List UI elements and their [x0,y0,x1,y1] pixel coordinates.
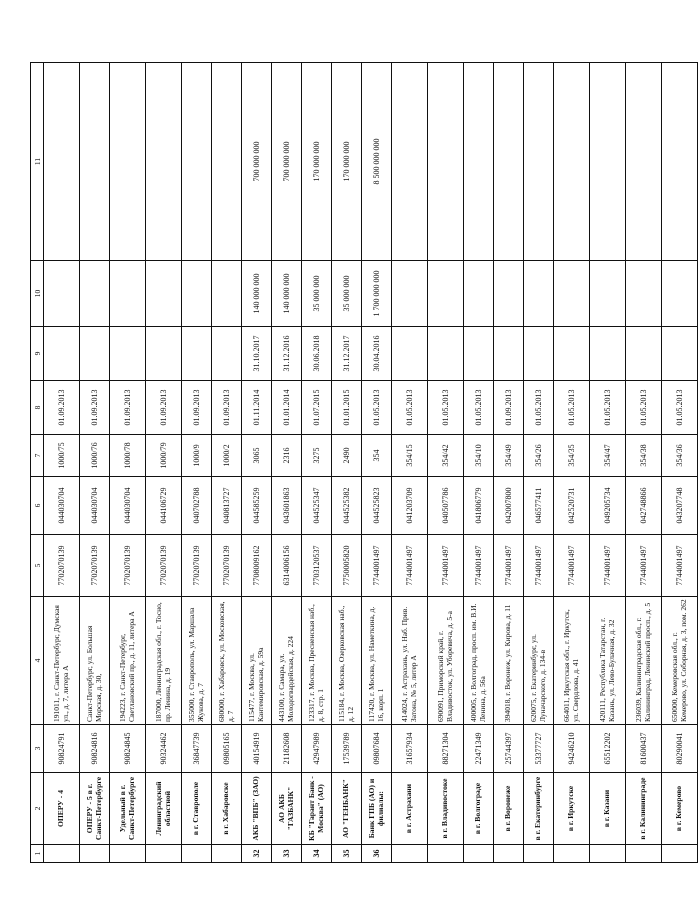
registration-number: 1000/79 [146,435,182,477]
limit-amount [626,261,662,327]
okpo-code: 21182608 [272,725,302,773]
bik-code: 040507786 [428,477,464,535]
header-row [31,63,44,863]
start-date: 01.09.2013 [494,381,524,435]
max-amount [110,63,146,261]
row-number [182,845,212,863]
bik-code: 044030704 [110,477,146,535]
inn-code: 7702070139 [146,535,182,597]
row-number [80,845,110,863]
max-amount [524,63,554,261]
bank-address: 115184, г. Москва, Озерковская наб., д. 12 [332,597,362,725]
registration-number: 1000/78 [110,435,146,477]
limit-amount [212,261,242,327]
column-header: 3 [31,725,44,773]
limit-amount [44,261,80,327]
okpo-code: 90324462 [146,725,182,773]
row-number [146,845,182,863]
max-amount [182,63,212,261]
start-date: 01.01.2014 [272,381,302,435]
okpo-code: 81600437 [626,725,662,773]
max-amount: 170 000 000 [302,63,332,261]
bank-name: в г. Волгограде [464,773,494,845]
end-date: 31.12.2016 [272,327,302,381]
limit-amount: 35 000 000 [332,261,362,327]
bank-address: 680000, г. Хабаровск, ул. Московская, д. 7 [212,597,242,725]
inn-code: 7744001497 [362,535,392,597]
bank-name: в г. Ставрополе [182,773,212,845]
bank-address: 123317, г. Москва, Пресненская наб., д. 8, стр. 1 [302,597,332,725]
row-number [590,845,626,863]
max-amount [662,63,698,261]
table-row [44,63,80,863]
bank-address: 664011, Иркутская обл., г. Иркутск, ул. Свердлова, д. 41 [554,597,590,725]
max-amount: 170 000 000 [332,63,362,261]
end-date [590,327,626,381]
end-date [212,327,242,381]
okpo-code: 09807684 [362,725,392,773]
okpo-code: 90824791 [44,725,80,773]
bank-address: 414024, г. Астрахань, ул. Наб. Прив. Затона, № 5, литер А [392,597,428,725]
bank-name: в г. Астрахани [392,773,428,845]
row-number: 33 [272,845,302,863]
limit-amount [428,261,464,327]
row-number [554,845,590,863]
inn-code: 7744001497 [590,535,626,597]
inn-code: 7702070139 [110,535,146,597]
table-row [80,63,110,863]
okpo-code: 90824816 [80,725,110,773]
bik-code: 044106729 [146,477,182,535]
start-date: 01.05.2013 [626,381,662,435]
bank-name: АО АКБ "ГАЗБАНК" [272,773,302,845]
bank-name: в г. Владивостоке [428,773,464,845]
end-date: 31.10.2017 [242,327,272,381]
row-number [494,845,524,863]
okpo-code: 65512202 [590,725,626,773]
bank-address: 236039, Калининградская обл., г. Калининград, Ленинский просп., д. 5 [626,597,662,725]
okpo-code: 36847739 [182,725,212,773]
row-number [464,845,494,863]
start-date: 01.09.2013 [146,381,182,435]
table-row [110,63,146,863]
registration-number: 354/35 [554,435,590,477]
limit-amount [110,261,146,327]
table-row [362,63,392,863]
max-amount [428,63,464,261]
row-number [428,845,464,863]
bank-address: 115477, г. Москва, ул. Кантемировская, д. 59а [242,597,272,725]
start-date: 01.09.2013 [212,381,242,435]
limit-amount [524,261,554,327]
end-date [428,327,464,381]
bank-name: в г. Казани [590,773,626,845]
column-header: 7 [31,435,44,477]
end-date: 30.04.2016 [362,327,392,381]
okpo-code: 88271304 [428,725,464,773]
inn-code: 7744001497 [554,535,590,597]
max-amount [494,63,524,261]
bank-address: 690091, Приморский край, г. Владивосток, ул. Уборевича, д. 5-а [428,597,464,725]
okpo-code: 31657934 [392,725,428,773]
inn-code: 7744001497 [494,535,524,597]
column-header: 8 [31,381,44,435]
end-date [44,327,80,381]
table-row [182,63,212,863]
bank-address: Санкт-Петербург, ул. Большая Морская, д. 30, [80,597,110,725]
start-date: 01.05.2013 [428,381,464,435]
table-row [554,63,590,863]
bik-code: 044585259 [242,477,272,535]
registration-number: 354/36 [662,435,698,477]
max-amount [44,63,80,261]
bank-name: в г. Екатеринбурге [524,773,554,845]
end-date [80,327,110,381]
end-date [110,327,146,381]
end-date: 30.06.2018 [302,327,332,381]
inn-code: 6314006156 [272,535,302,597]
start-date: 01.05.2013 [392,381,428,435]
inn-code: 7744001497 [662,535,698,597]
okpo-code: 17539789 [332,725,362,773]
column-header: 5 [31,535,44,597]
start-date: 01.05.2013 [464,381,494,435]
registration-number: 3275 [302,435,332,477]
row-number: 34 [302,845,332,863]
bank-name: КБ "Гарант Банк - Москва" (АО) [302,773,332,845]
max-amount: 700 000 000 [242,63,272,261]
table-row [494,63,524,863]
end-date [494,327,524,381]
registration-number: 354/38 [626,435,662,477]
registration-number: 354/26 [524,435,554,477]
limit-amount [590,261,626,327]
limit-amount [146,261,182,327]
start-date: 01.09.2013 [44,381,80,435]
max-amount [212,63,242,261]
bank-name: АО "ГЕНБАНК" [332,773,362,845]
registration-number: 354/10 [464,435,494,477]
start-date: 01.05.2013 [524,381,554,435]
table-row [428,63,464,863]
limit-amount [464,261,494,327]
bik-code: 042007800 [494,477,524,535]
row-number: 36 [362,845,392,863]
end-date [146,327,182,381]
row-number [524,845,554,863]
banks-table [30,62,698,863]
registration-number: 354/42 [428,435,464,477]
bank-address: 400005, г. Волгоград, просп. им. В.И. Ленина, д. 56а [464,597,494,725]
start-date: 01.05.2013 [590,381,626,435]
column-header: 2 [31,773,44,845]
registration-number: 354/47 [590,435,626,477]
max-amount: 700 000 000 [272,63,302,261]
limit-amount [662,261,698,327]
table-row [524,63,554,863]
row-number: 35 [332,845,362,863]
table-row [212,63,242,863]
bik-code: 043601863 [272,477,302,535]
inn-code: 7744001497 [392,535,428,597]
okpo-code: 53377727 [524,725,554,773]
bank-name: в г. Кемерово [662,773,698,845]
end-date [182,327,212,381]
column-header: 10 [31,261,44,327]
inn-code: 7744001497 [428,535,464,597]
bik-code: 040813727 [212,477,242,535]
table-row [146,63,182,863]
row-number [662,845,698,863]
okpo-code: 40154919 [242,725,272,773]
table-row [242,63,272,863]
table-row [392,63,428,863]
row-number [44,845,80,863]
inn-code: 7702070139 [182,535,212,597]
column-header: 1 [31,845,44,863]
column-header: 9 [31,327,44,381]
start-date: 01.05.2013 [554,381,590,435]
bik-code: 040702788 [182,477,212,535]
limit-amount [494,261,524,327]
limit-amount [182,261,212,327]
start-date: 01.09.2013 [182,381,212,435]
start-date: 01.07.2015 [302,381,332,435]
inn-code: 7744001497 [464,535,494,597]
table-row [272,63,302,863]
inn-code: 7703120537 [302,535,332,597]
bik-code: 042520731 [554,477,590,535]
bank-name: в г. Калининграде [626,773,662,845]
max-amount [146,63,182,261]
bank-address: 650000, Кемеровская обл., г. Кемерово, ул. Соборная, д. 3, пом. 262 [662,597,698,725]
okpo-code: 80290041 [662,725,698,773]
end-date [554,327,590,381]
limit-amount: 140 000 000 [242,261,272,327]
start-date: 01.05.2013 [362,381,392,435]
registration-number: 354 [362,435,392,477]
row-number: 32 [242,845,272,863]
bank-name: Банк ГПБ (АО) и филиалы: [362,773,392,845]
bik-code: 044525382 [332,477,362,535]
table-row [626,63,662,863]
bik-code: 046577411 [524,477,554,535]
table-row [332,63,362,863]
end-date [524,327,554,381]
max-amount [80,63,110,261]
table-row [590,63,626,863]
column-header: 4 [31,597,44,725]
start-date: 01.01.2015 [332,381,362,435]
bank-address: 443100, г. Самара, ул. Молодогвардейская, д. 224 [272,597,302,725]
okpo-code: 22471349 [464,725,494,773]
inn-code: 7744001497 [626,535,662,597]
row-number [626,845,662,863]
okpo-code: 42947989 [302,725,332,773]
inn-code: 7744001497 [524,535,554,597]
registration-number: 354/49 [494,435,524,477]
bik-code: 043207748 [662,477,698,535]
start-date: 01.05.2013 [662,381,698,435]
row-number [392,845,428,863]
inn-code: 7708009162 [242,535,272,597]
bank-address: 355000, г. Ставрополь, ул. Маршала Жукова, д. 7 [182,597,212,725]
bank-address: 620075, г. Екатеринбург, ул. Луначарского, д. 134-в [524,597,554,725]
okpo-code: 25744397 [494,725,524,773]
bank-name: в г. Хабаровске [212,773,242,845]
registration-number: 2490 [332,435,362,477]
registration-number: 1000/76 [80,435,110,477]
inn-code: 7702070139 [80,535,110,597]
bank-address: 420111, Республика Татарстан, г. Казань, ул. Лево-Булачная, д. 32 [590,597,626,725]
end-date: 31.12.2017 [332,327,362,381]
row-number [110,845,146,863]
bank-name: Удельный в г. Санкт-Петербурге [110,773,146,845]
okpo-code: 94246210 [554,725,590,773]
table-row [662,63,698,863]
bik-code: 041203709 [392,477,428,535]
okpo-code: 90824845 [110,725,146,773]
bik-code: 049205734 [590,477,626,535]
bank-address: 191011, г. Санкт-Петербург, Думская ул., д. 7, литера А [44,597,80,725]
bank-name: в г. Иркутске [554,773,590,845]
bank-name: Ленинградский областной [146,773,182,845]
start-date: 01.09.2013 [110,381,146,435]
table-row [464,63,494,863]
inn-code: 7702070139 [212,535,242,597]
max-amount [590,63,626,261]
limit-amount: 1 700 000 000 [362,261,392,327]
registration-number: 1000/2 [212,435,242,477]
column-header: 11 [31,63,44,261]
bik-code: 042748866 [626,477,662,535]
registration-number: 354/15 [392,435,428,477]
bank-address: 117420, г. Москва, ул. Наметкина, д. 16, корп. 1 [362,597,392,725]
registration-number: 2316 [272,435,302,477]
start-date: 01.11.2014 [242,381,272,435]
bik-code: 044030704 [80,477,110,535]
bank-name: ОПЕРУ - 4 [44,773,80,845]
bik-code: 041806779 [464,477,494,535]
bik-code: 044525347 [302,477,332,535]
max-amount [554,63,590,261]
bank-address: 394018, г. Воронеж, ул. Кирова, д. 11 [494,597,524,725]
max-amount [464,63,494,261]
end-date [662,327,698,381]
max-amount: 8 500 000 000 [362,63,392,261]
start-date: 01.09.2013 [80,381,110,435]
end-date [464,327,494,381]
bank-address: 187000, Ленинградская обл., г. Тосно, пр. Ленина, д. 19 [146,597,182,725]
limit-amount [80,261,110,327]
bik-code: 044525823 [362,477,392,535]
bank-name: АКБ "ВПБ" (ЗАО) [242,773,272,845]
inn-code: 7702070139 [44,535,80,597]
okpo-code: 09805165 [212,725,242,773]
limit-amount [392,261,428,327]
limit-amount: 140 000 000 [272,261,302,327]
limit-amount: 35 000 000 [302,261,332,327]
max-amount [392,63,428,261]
table-row [302,63,332,863]
bank-name: ОПЕРУ - 5 в г. Санкт-Петербурге [80,773,110,845]
bik-code: 044030704 [44,477,80,535]
limit-amount [554,261,590,327]
bank-address: 194223, г. Санкт-Петербург, Светлановский пр., д. 11, литера А [110,597,146,725]
registration-number: 1000/9 [182,435,212,477]
inn-code: 7750005820 [332,535,362,597]
end-date [392,327,428,381]
max-amount [626,63,662,261]
end-date [626,327,662,381]
column-header: 6 [31,477,44,535]
registration-number: 3065 [242,435,272,477]
row-number [212,845,242,863]
bank-name: в г. Воронеже [494,773,524,845]
registration-number: 1000/75 [44,435,80,477]
